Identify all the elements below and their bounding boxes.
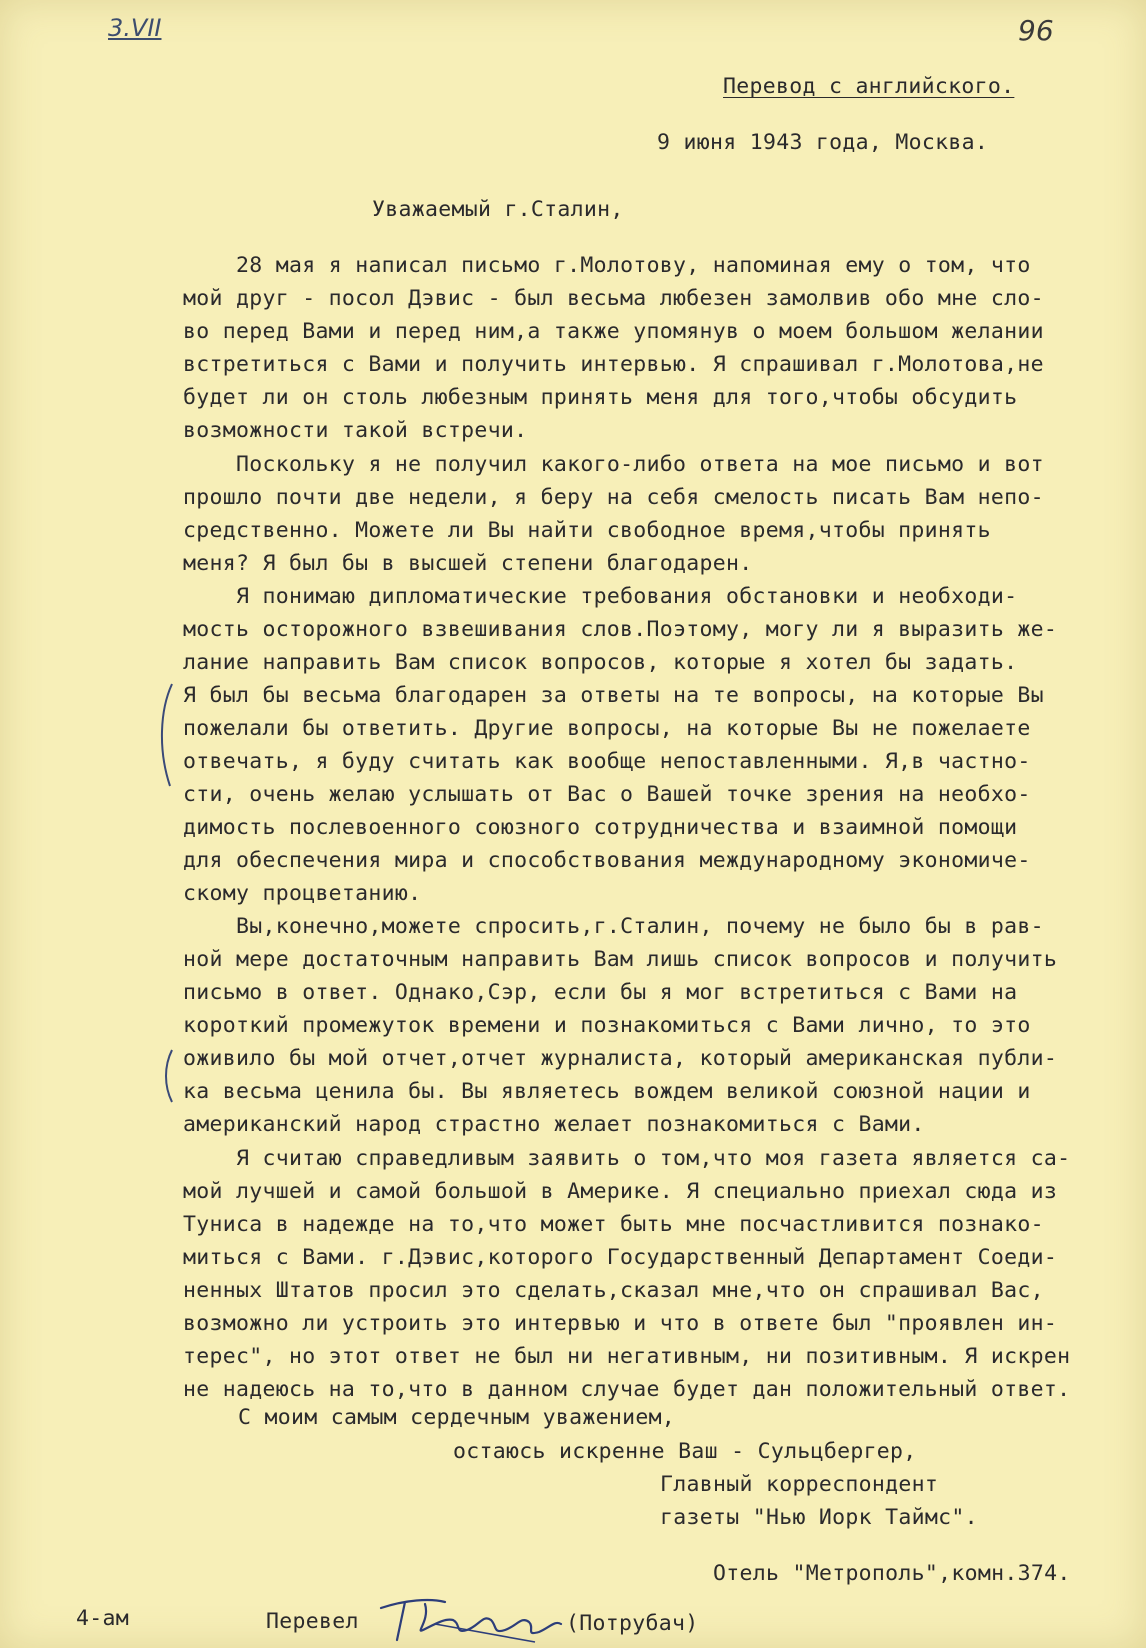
document-code: 4-ам bbox=[76, 1606, 129, 1631]
body-line: возможно ли устроить это интервью и что в ответе был "проявлен ин- bbox=[183, 1311, 1058, 1336]
body-line: оживило бы мой отчет,отчет журналиста, который американская публи- bbox=[183, 1046, 1058, 1071]
body-line: миться с Вами. г.Дэвис,которого Государственный Департамент Соеди- bbox=[183, 1245, 1058, 1270]
closing-hotel: Отель "Метрополь",комн.374. bbox=[713, 1561, 1071, 1586]
body-line: прошло почти две недели, я беру на себя смелость писать Вам непо- bbox=[183, 485, 1044, 510]
body-line: сти, очень желаю услышать от Вас о Вашей точке зрения на необхо- bbox=[183, 782, 1031, 807]
body-line: не надеюсь на то,что в данном случае будет дан положительный ответ. bbox=[183, 1377, 1071, 1402]
body-line: письмо в ответ. Однако,Сэр, если бы я мог встретиться с Вами на bbox=[183, 980, 1018, 1005]
body-line: Я считаю справедливым заявить о том,что моя газета является са- bbox=[236, 1146, 1071, 1171]
body-line: Поскольку я не получил какого-либо ответа на мое письмо и вот bbox=[236, 452, 1044, 477]
body-line: мой друг - посол Дэвис - был весьма любезен замолвив обо мне сло- bbox=[183, 286, 1044, 311]
body-line: димость послевоенного союзного сотрудничества и взаимной помощи bbox=[183, 815, 1018, 840]
body-line: Вы,конечно,можете спросить,г.Сталин, почему не было бы в рав- bbox=[236, 914, 1044, 939]
body-line: возможности такой встречи. bbox=[183, 418, 528, 443]
body-line: средственно. Можете ли Вы найти свободное время,чтобы принять bbox=[183, 518, 991, 543]
body-line: Я был бы весьма благодарен за ответы на те вопросы, на которые Вы bbox=[183, 683, 1044, 708]
closing-signature-line: остаюсь искренне Ваш - Сульцбергер, bbox=[453, 1439, 917, 1464]
body-line: Туниса в надежде на то,что может быть мне посчастливится познако- bbox=[183, 1212, 1044, 1237]
body-line: пожелали бы ответить. Другие вопросы, на которые Вы не пожелаете bbox=[183, 716, 1031, 741]
body-line: лание направить Вам список вопросов, которые я хотел бы задать. bbox=[183, 650, 1018, 675]
body-line: 28 мая я написал письмо г.Молотову, напоминая ему о том, что bbox=[236, 253, 1031, 278]
closing-newspaper: газеты "Нью Иорк Таймс". bbox=[660, 1505, 978, 1530]
body-line: во перед Вами и перед ним,а также упомянув о моем большом желании bbox=[183, 319, 1044, 344]
letter-date-place: 9 июня 1943 года, Москва. bbox=[657, 130, 989, 155]
body-line: встретиться с Вами и получить интервью. Я спрашивал г.Молотова,не bbox=[183, 352, 1044, 377]
body-line: короткий промежуток времени и познакомиться с Вами лично, то это bbox=[183, 1013, 1031, 1038]
body-line: меня? Я был бы в высшей степени благодарен. bbox=[183, 551, 753, 576]
margin-bracket-mark bbox=[152, 1046, 182, 1106]
body-line: ной мере достаточным направить Вам лишь список вопросов и получить bbox=[183, 947, 1058, 972]
body-line: для обеспечения мира и способствования международному экономиче- bbox=[183, 848, 1031, 873]
body-line: отвечать, я буду считать как вообще непоставленными. Я,в частно- bbox=[183, 749, 1031, 774]
handwritten-page-number: 96 bbox=[1018, 14, 1054, 47]
body-line: будет ли он столь любезным принять меня для того,чтобы обсудить bbox=[183, 385, 1018, 410]
body-line: мой лучшей и самой большой в Америке. Я специально приехал сюда из bbox=[183, 1179, 1058, 1204]
body-line: Я понимаю дипломатические требования обстановки и необходи- bbox=[236, 584, 1018, 609]
translated-by-label: Перевел bbox=[266, 1609, 359, 1634]
closing-position: Главный корреспондент bbox=[660, 1472, 939, 1497]
translator-name: (Потрубач) bbox=[566, 1611, 699, 1636]
salutation: Уважаемый г.Сталин, bbox=[372, 197, 624, 222]
body-line: мость осторожного взвешивания слов.Поэтому, могу ли я выразить же- bbox=[183, 617, 1058, 642]
body-line: американский народ страстно желает познакомиться с Вами. bbox=[183, 1112, 925, 1137]
body-line: ка весьма ценила бы. Вы являетесь вождем великой союзной нации и bbox=[183, 1079, 1031, 1104]
handwritten-mark-top-left: 3.VII bbox=[108, 14, 162, 42]
margin-bracket-mark bbox=[150, 680, 180, 790]
body-line: скому процветанию. bbox=[183, 881, 422, 906]
body-line: ненных Штатов просил это сделать,сказал мне,что он спрашивал Вас, bbox=[183, 1278, 1044, 1303]
translation-note: Перевод с английского. bbox=[723, 74, 1015, 99]
closing-regards: С моим самым сердечным уважением, bbox=[238, 1405, 676, 1430]
body-line: терес", но этот ответ не был ни негативным, ни позитивным. Я искрен bbox=[183, 1344, 1071, 1369]
translator-signature bbox=[375, 1590, 565, 1645]
